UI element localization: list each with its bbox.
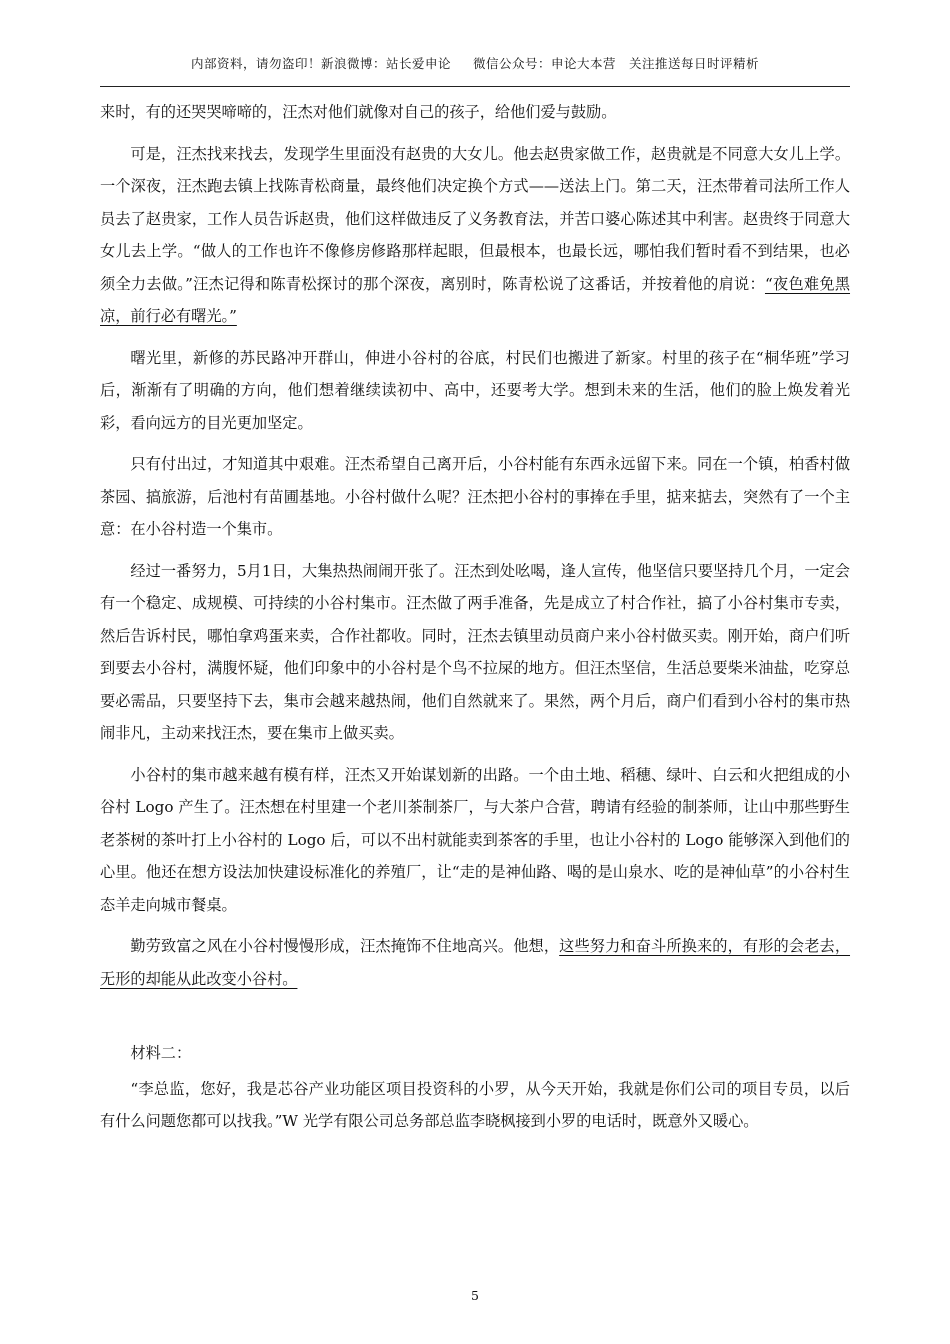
material-two-paragraph: “李总监，您好，我是芯谷产业功能区项目投资科的小罗，从今天开始，我就是你们公司的项目专员，以后有什么问题您都可以找我。”W 光学有限公司总务部总监李晓枫接到小罗的电话时，既意外又暖心。 — [100, 1079, 850, 1130]
paragraph-market-opening — [100, 555, 850, 750]
paragraph-text: 勤劳致富之风在小谷村慢慢形成，汪杰掩饰不住地高兴。他想， — [130, 937, 560, 955]
material-two-label: 材料二： — [130, 1044, 192, 1062]
paragraph-text: 只有付出过，才知道其中艰难。汪杰希望自己离开后，小谷村能有东西永远留下来。同在一个镇，柏香村做茶园、搞旅游，后池村有苗圃基地。小谷村做什么呢？汪杰把小谷村的事捧在手里，掂来掂去，突然有了一个主意：在小谷村造一个集市。 — [100, 455, 850, 538]
header-divider — [100, 86, 850, 87]
underlined-quote: “夜色难免黑凉，前行必有曙光。” — [100, 274, 851, 325]
paragraph-text: 经过一番努力，5月1日，大集热热闹闹开张了。汪杰到处吆喝，逢人宣传，他坚信只要坚持几个月，一定会有一个稳定、成规模、可持续的小谷村集市。汪杰做了两手准备，先是成立了村合作社，搞了小谷村集市专卖，然后告诉村民，哪怕拿鸡蛋来卖，合作社都收。同时，汪杰去镇里动员商户来小谷村做买卖。刚开始，商户们听到要去小谷村，满腹怀疑，他们印象中的小谷村是个鸟不拉屎的地方。但汪杰坚信，生活总要柴米油盐，吃穿总要必需品，只要坚持下去，集市会越来越热闹，他们自然就来了。果然，两个月后，商户们看到小谷村的集市热闹非凡，主动来找汪杰，要在集市上做买卖。 — [100, 561, 850, 742]
paragraph-zhao-gui-daughter — [100, 138, 850, 333]
underlined-sentence: 这些努力和奋斗所换来的，有形的会老去，无形的却能从此改变小谷村。 — [100, 937, 851, 988]
paragraph-text: 来时，有的还哭哭啼啼的，汪杰对他们就像对自己的孩子，给他们爱与鼓励。 — [100, 103, 617, 121]
page-number: 5 — [471, 1288, 479, 1303]
paragraph-dawn — [100, 342, 850, 440]
paragraph-continuation — [100, 96, 850, 129]
paragraph-conclusion — [100, 930, 850, 995]
paragraph-market-idea — [100, 448, 850, 546]
paragraph-text: 可是，汪杰找来找去，发现学生里面没有赵贵的大女儿。他去赵贵家做工作，赵贵就是不同意大女儿上学。一个深夜，汪杰跑去镇上找陈青松商量，最终他们决定换个方式——送法上门。第二天，汪杰带着司法所工作人员去了赵贵家，工作人员告诉赵贵，他们这样做违反了义务教育法，并苦口婆心陈述其中利害。赵贵终于同意大女儿去上学。“做人的工作也许不像修房修路那样起眼，但最根本，也最长远，哪怕我们暂时看不到结果，也必须全力去做。”汪杰记得和陈青松探讨的那个深夜，离别时，陈青松说了这番话，并按着他的肩说： — [100, 144, 850, 293]
paragraph-text: 小谷村的集市越来越有模有样，汪杰又开始谋划新的出路。一个由土地、稻穗、绿叶、白云和火把组成的小谷村 Logo 产生了。汪杰想在村里建一个老川茶制茶厂，与大茶户合营，聘请有经验的制茶师，让山中那些野生老茶树的茶叶打上小谷村的 Logo 后，可以不出村就能卖到茶客的手里，也让小谷村的 Logo 能够深入到他们的心里。他还在想方设法加快建设标准化的养殖厂，让“走的是神仙路、喝的是山泉水、吃的是神仙草”的小谷村生态羊走向城市餐桌。 — [100, 765, 850, 914]
document-body — [100, 96, 850, 1147]
page-header: 内部资料，请勿盗印！新浪微博：站长爱申论 微信公众号：申论大本营 关注推送每日时评精析 — [191, 56, 759, 71]
paragraph-logo — [100, 759, 850, 922]
paragraph-text: 曙光里，新修的苏民路冲开群山，伸进小谷村的谷底，村民们也搬进了新家。村里的孩子在“桐华班”学习后，渐渐有了明确的方向，他们想着继续读初中、高中，还要考大学。想到未来的生活，他们的脸上焕发着光彩，看向远方的目光更加坚定。 — [100, 348, 850, 432]
